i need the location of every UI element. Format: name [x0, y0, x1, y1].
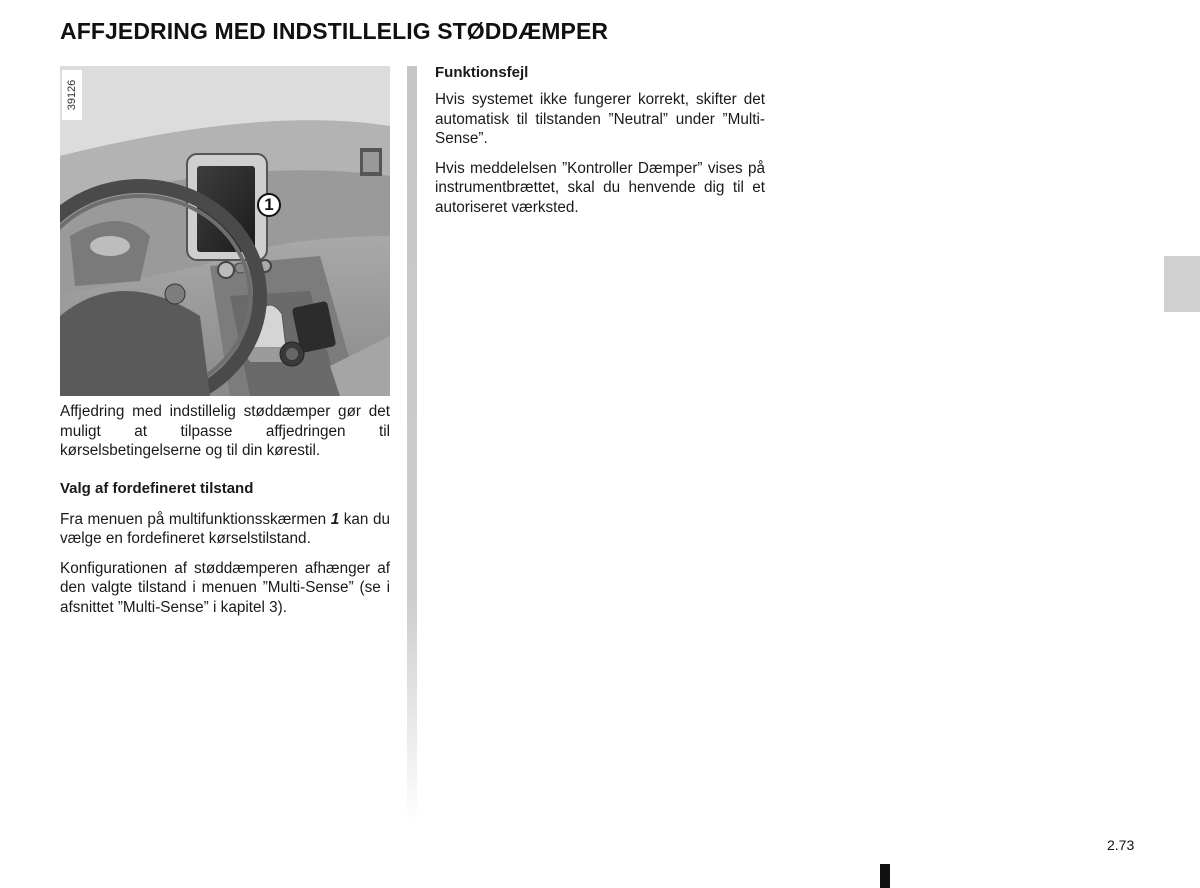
- column-divider: [407, 66, 417, 826]
- figure-code-label: 39126: [62, 70, 82, 120]
- malfunction-heading: Funktionsfejl: [435, 64, 529, 81]
- configuration-paragraph: Konfigurationen af støddæmperen afhænger af den valgte tilstand i menuen ”Multi-Sense” (se i afsnittet ”Multi-Sense” i kapitel 3).: [60, 559, 390, 616]
- menu-paragraph: [60, 510, 390, 549]
- malfunction-paragraph-1: Hvis systemet ikke fungerer korrekt, skifter det automatisk til tilstanden ”Neutral” under ”Multi-Sense”.: [435, 91, 765, 147]
- dashboard-illustration: [60, 66, 390, 396]
- menu-paragraph-end: kan du vælge en fordefineret kørselstilstand.: [60, 510, 390, 547]
- page-title: AFFJEDRING MED INDSTILLELIG STØDDÆMPER: [60, 18, 609, 44]
- callout-reference: 1: [330, 510, 340, 528]
- right-column: [435, 63, 765, 227]
- intro-paragraph: Affjedring med indstillelig støddæmper gør det muligt at tilpasse affjedringen til kørselsbetingelserne og til din kørestil.: [60, 403, 390, 459]
- menu-paragraph-start: Fra menuen på multifunktionsskærmen: [60, 510, 331, 528]
- section-heading: Valg af fordefineret tilstand: [60, 479, 254, 497]
- dashboard-figure: [60, 66, 390, 396]
- callout-marker: 1: [257, 193, 281, 217]
- print-mark: [880, 864, 890, 888]
- chapter-tab: [1164, 256, 1200, 312]
- left-column: [60, 402, 390, 627]
- malfunction-paragraph-2: Hvis meddelelsen ”Kontroller Dæmper” vises på instrumentbrættet, skal du henvende dig til et autoriseret værksted.: [435, 159, 765, 216]
- page-number: 2.73: [1107, 837, 1135, 853]
